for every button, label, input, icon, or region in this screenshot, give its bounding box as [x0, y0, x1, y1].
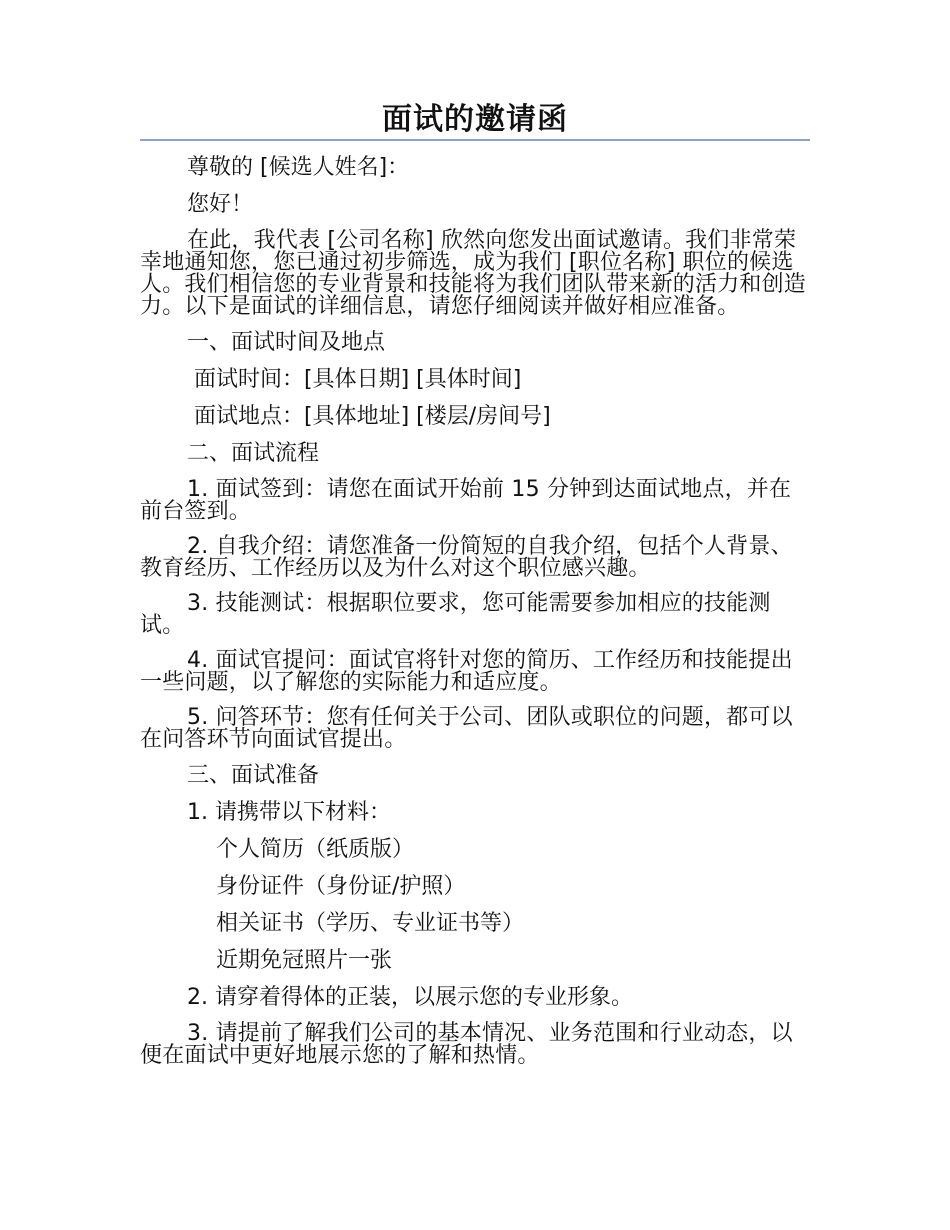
page-title: 面试的邀请函: [382, 102, 568, 137]
material-item: 身份证件（身份证/护照）: [216, 874, 466, 899]
letter-body: [140, 156, 810, 1080]
preparation-item: 3. 请提前了解我们公司的基本情况、业务范围和行业动态，以便在面试中更好地展示您的了解和热情。: [140, 1021, 793, 1068]
title-underline: [140, 139, 810, 141]
preparation-item: 2. 请穿着得体的正装，以展示您的专业形象。: [187, 985, 633, 1010]
section-heading-process: 二、面试流程: [187, 441, 320, 466]
section-heading-preparation: 三、面试准备: [187, 763, 320, 788]
material-item: 相关证书（学历、专业证书等）: [216, 911, 525, 936]
process-step: 4. 面试官提问：面试官将针对您的简历、工作经历和技能提出一些问题，以了解您的实际能力和适应度。: [140, 648, 793, 695]
process-step: 2. 自我介绍：请您准备一份简短的自我介绍，包括个人背景、教育经历、工作经历以及为什么对这个职位感兴趣。: [140, 534, 793, 581]
section-heading-time-location: 一、面试时间及地点: [187, 330, 386, 355]
salutation: 尊敬的 [候选人姓名]：: [187, 155, 410, 180]
interview-time: 面试时间：[具体日期] [具体时间]: [194, 367, 522, 392]
interview-location: 面试地点：[具体地址] [楼层/房间号]: [194, 404, 551, 429]
material-item: 个人简历（纸质版）: [216, 837, 415, 862]
material-item: 近期免冠照片一张: [216, 948, 393, 973]
intro-paragraph: 在此，我代表 [公司名称] 欣然向您发出面试邀请。我们非常荣幸地通知您，您已通过初步筛选，成为我们 [职位名称] 职位的候选人。我们相信您的专业背景和技能将为我们团队带来新的活力和创造力。以下是面试的详细信息，请您仔细阅读并做好相应准备。: [140, 228, 807, 319]
greeting: 您好！: [187, 192, 254, 217]
process-step: 3. 技能测试：根据职位要求，您可能需要参加相应的技能测试。: [140, 591, 771, 638]
preparation-item: 1. 请携带以下材料：: [187, 800, 391, 825]
process-step: 5. 问答环节：您有任何关于公司、团队或职位的问题，都可以在问答环节向面试官提出。: [140, 705, 793, 752]
process-step: 1. 面试签到：请您在面试开始前 15 分钟到达面试地点，并在前台签到。: [140, 477, 792, 524]
